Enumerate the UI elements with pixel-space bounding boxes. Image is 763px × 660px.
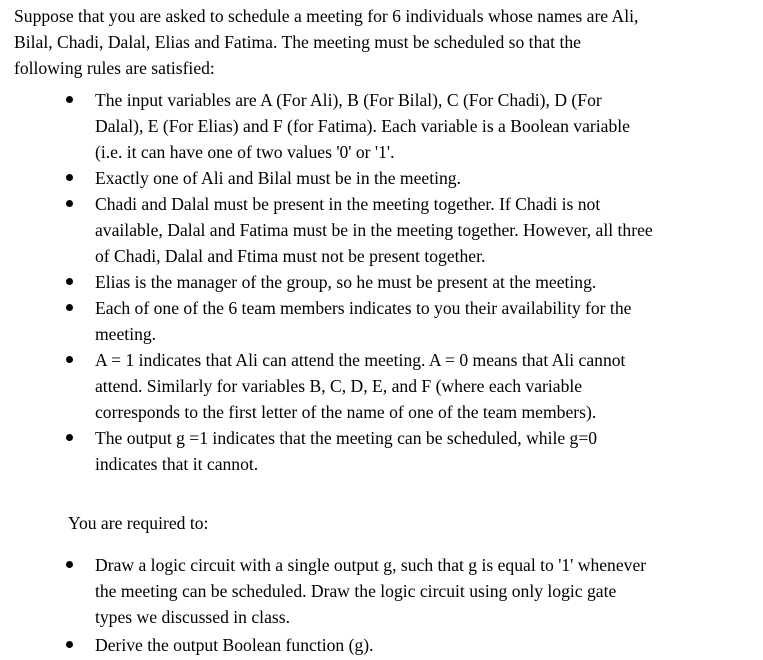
rule-line: of Chadi, Dalal and Ftima must not be present together.	[95, 246, 486, 266]
task-line: types we discussed in class.	[95, 607, 290, 627]
bullet-icon	[66, 641, 73, 648]
bullet-icon	[66, 278, 73, 285]
rule-line: available, Dalal and Fatima must be in the meeting together. However, all three	[95, 220, 653, 240]
rule-line: (i.e. it can have one of two values '0' or '1'.	[95, 142, 395, 162]
rule-item-values	[0, 347, 740, 425]
tasks-list	[0, 552, 740, 660]
task-line: Derive the output Boolean function (g).	[95, 635, 374, 655]
task-item-circuit	[0, 552, 740, 630]
intro-line: Suppose that you are asked to schedule a meeting for 6 individuals whose names are Ali,	[14, 6, 639, 26]
task-line: the meeting can be scheduled. Draw the logic circuit using only logic gate	[95, 581, 617, 601]
rule-line: Elias is the manager of the group, so he must be present at the meeting.	[95, 272, 597, 292]
bullet-icon	[66, 200, 73, 207]
required-heading: You are required to:	[68, 513, 209, 533]
intro-paragraph	[14, 3, 754, 81]
bullet-icon	[66, 174, 73, 181]
bullet-icon	[66, 356, 73, 363]
bullet-icon	[66, 561, 73, 568]
rule-item-chadi-dalal	[0, 191, 740, 269]
rule-item-variables	[0, 87, 740, 165]
rule-line: indicates that it cannot.	[95, 454, 259, 474]
rule-line: The output g =1 indicates that the meeting can be scheduled, while g=0	[95, 428, 598, 448]
task-line: Draw a logic circuit with a single output g, such that g is equal to '1' whenever	[95, 555, 647, 575]
rule-line: meeting.	[95, 324, 157, 344]
rule-line: corresponds to the first letter of the name of one of the team members).	[95, 402, 597, 422]
rule-line: A = 1 indicates that Ali can attend the meeting. A = 0 means that Ali cannot	[95, 350, 626, 370]
rule-line: Each of one of the 6 team members indicates to you their availability for the	[95, 298, 632, 318]
bullet-icon	[66, 304, 73, 311]
rule-item-elias	[0, 269, 740, 295]
rule-item-ali-bilal	[0, 165, 740, 191]
rule-line: attend. Similarly for variables B, C, D, E, and F (where each variable	[95, 376, 583, 396]
rule-line: Chadi and Dalal must be present in the meeting together. If Chadi is not	[95, 194, 601, 214]
rules-list	[0, 87, 740, 477]
bullet-icon	[66, 434, 73, 441]
rule-line: Dalal), E (For Elias) and F (for Fatima). Each variable is a Boolean variable	[95, 116, 630, 136]
intro-line: Bilal, Chadi, Dalal, Elias and Fatima. The meeting must be scheduled so that the	[14, 32, 581, 52]
intro-line: following rules are satisfied:	[14, 58, 215, 78]
rule-line: The input variables are A (For Ali), B (For Bilal), C (For Chadi), D (For	[95, 90, 602, 110]
task-item-function	[0, 632, 740, 658]
bullet-icon	[66, 96, 73, 103]
rule-line: Exactly one of Ali and Bilal must be in the meeting.	[95, 168, 461, 188]
rule-item-output	[0, 425, 740, 477]
rule-item-availability	[0, 295, 740, 347]
